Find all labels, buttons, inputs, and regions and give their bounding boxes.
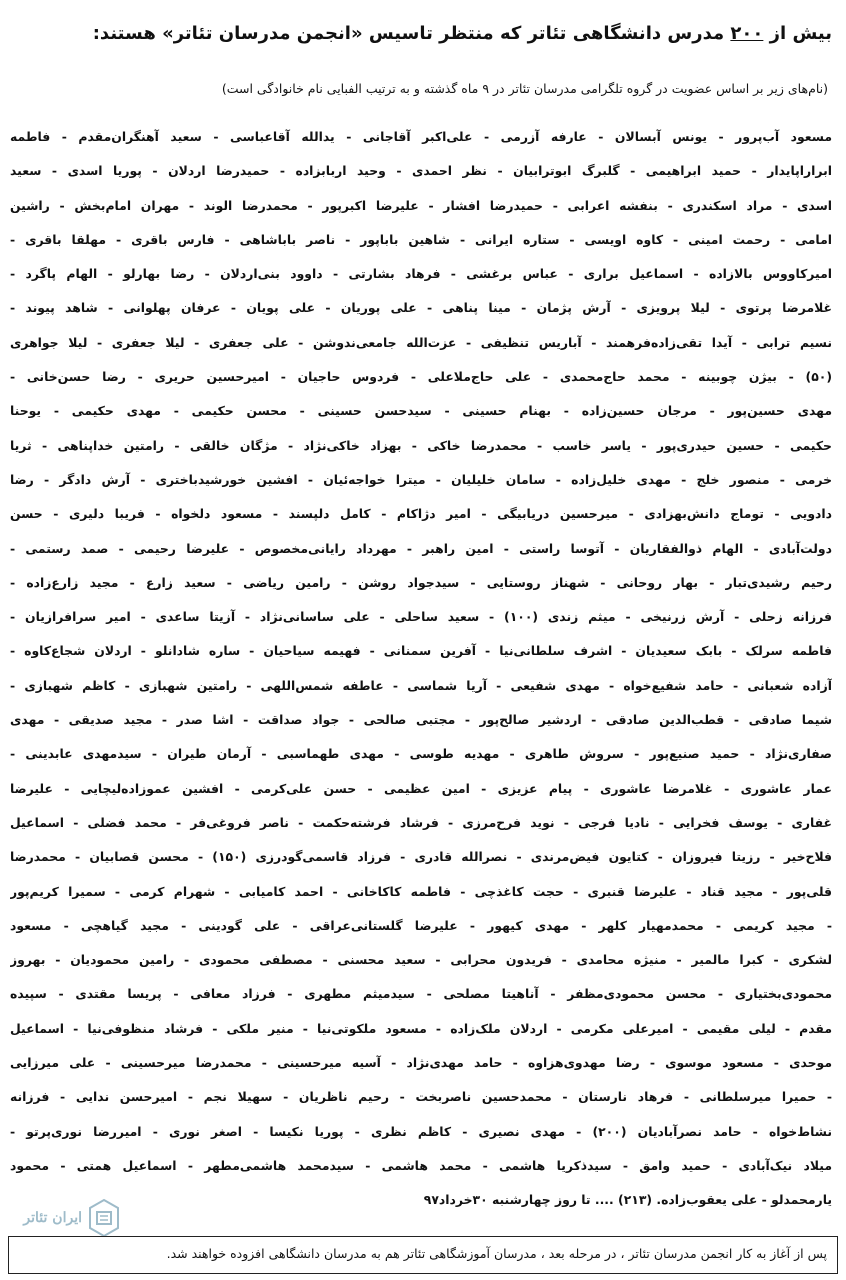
names-line: شیما صادقی - قطب‌الدین صادقی - اردشیر صالح‌پور - مجتبی صالحی - جواد صداقت - اشا صدر - مجید صدیقی - مهدی [10, 712, 832, 728]
names-line: موحدی - مسعود موسوی - رضا مهدوی‌هزاوه - حامد مهدی‌نژاد - آسیه میرحسینی - محمدرضا میرحسینی - علی میرزایی [10, 1055, 832, 1071]
names-list [10, 120, 832, 1218]
names-line: لشکری - کبرا مالمیر - منیژه محامدی - فریدون محرابی - سعید محسنی - مصطفی محمودی - رامین محمودیان - بهروز [10, 952, 832, 968]
page-title [14, 20, 832, 48]
names-line: میلاد نیک‌آبادی - حمید وامق - سیدذکریا هاشمی - محمد هاشمی - سیدمحمد هاشمی‌مطهر - اسماعیل همتی - محمود [10, 1157, 832, 1173]
names-line: دولت‌آبادی - الهام ذوالفقاریان - آتوسا راستی - امین راهبر - مهرداد رایانی‌مخصوص - علیرضا رحیمی - صمد رستمی - [10, 540, 832, 556]
watermark [10, 1196, 122, 1240]
names-line: (۵۰) - بیژن چوبینه - محمد حاج‌محمدی - علی حاج‌ملاعلی - فردوس حاجیان - امیرحسین حریری - رضا حسن‌خانی - [10, 369, 832, 385]
names-line: مسعود آب‌پرور - یونس آبسالان - عارفه آزرمی - علی‌اکبر آقاجانی - یدالله آقاعباسی - سعید آهنگران‌مقدم - فاطمه [10, 129, 832, 144]
names-line: فلاح‌خیر - رزیتا فیروزان - کتایون فیض‌مرندی - نصرالله قادری - فرزاد قاسمی‌گودرزی (۱۵۰) - محسن قصابیان - محمدرضا [10, 849, 832, 865]
names-line: خرمی - منصور خلج - مهدی خلیل‌زاده - سامان خلیلیان - میترا خواجه‌ئیان - افشین خورشیدباختری - آرش دادگر - رضا [10, 471, 832, 487]
names-line: آزاده شعبانی - حامد شفیع‌خواه - مهدی شفیعی - آریا شماسی - عاطفه شمس‌اللهی - رامتین شهبازی - کاظم شهبازی - [10, 677, 832, 693]
subtitle-note: (نام‌های زیر بر اساس عضویت در گروه تلگرامی مدرسان تئاتر در ۹ ماه گذشته و به ترتیب الفبایی نام خانوادگی است) [221, 81, 828, 96]
names-line: اسدی - مراد اسکندری - بنفشه اعرابی - حمیدرضا افشار - علیرضا اکبرپور - محمدرضا الوند - مهران امام‌بخش - راشین [10, 197, 832, 213]
names-line: نشاط‌خواه - حامد نصرآبادیان (۲۰۰) - مهدی نصیری - کاظم نظری - پوریا نکیسا - اصغر نوری - امیررضا نوری‌پرتو - [10, 1123, 832, 1139]
names-line: عمار عاشوری - غلامرضا عاشوری - پیام عزیزی - امین عظیمی - حسن علی‌کرمی - افشین عموزاده‌لیچایی - علیرضا [10, 780, 832, 796]
names-line: فاطمه سرلک - بابک سعیدیان - اشرف سلطانی‌نیا - آفرین سمنانی - فهیمه سیاحیان - ساره شادانلو - اردلان شجاع‌کاوه - [10, 643, 832, 659]
names-line: محمودی‌بختیاری - محسن محمودی‌مظفر - آناهیتا مصلحی - سیدمیثم مطهری - فرزاد معافی - پریسا مقتدی - سپیده [10, 986, 832, 1002]
names-line: مهدی حسین‌پور - مرجان حسین‌زاده - بهنام حسینی - سیدحسن حسینی - محسن حکیمی - مهدی حکیمی - یوحنا [10, 403, 832, 419]
names-line: ابراراپایدار - حمید ابراهیمی - گلبرگ ابوترابیان - نظر احمدی - وحید اربابزاده - حمیدرضا اردلان - پوریا اسدی - سعید [10, 163, 832, 179]
names-line: دادویی - توماج دانش‌بهزادی - میرحسین دریابیگی - امیر دژاکام - کامل دلپسند - مسعود دلخواه - فریبا دلیری - حسن [10, 506, 832, 522]
names-line: صفاری‌نژاد - حمید صنیع‌پور - سروش طاهری - مهدیه طوسی - مهدی طهماسبی - آرمان طیران - سیدمهدی عابدینی - [10, 746, 832, 762]
footer-note: پس از آغاز به کار انجمن مدرسان تئاتر ، در مرحله بعد ، مدرسان آموزشگاهی تئاتر هم به مدرسان دانشگاهی افزوده خواهند شد. [8, 1236, 838, 1274]
title-number: ۲۰۰ [730, 23, 764, 44]
names-line: مقدم - لیلی مقیمی - امیرعلی مکرمی - اردلان ملک‌زاده - مسعود ملکوتی‌نیا - منیر ملکی - فرشاد منظوفی‌نیا - اسماعیل [10, 1020, 832, 1036]
theater-logo-icon [86, 1198, 122, 1238]
names-line: حکیمی - حسین حیدری‌پور - یاسر خاسب - محمدرضا خاکی - بهزاد خاکی‌نژاد - مژگان خالقی - رامتین خداپناهی - ثریا [10, 437, 832, 453]
title-suffix: مدرس دانشگاهی تئاتر که منتظر تاسیس «انجمن مدرسان تئاتر» هستند: [92, 23, 725, 44]
names-line: نسیم ترابی - آیدا تقی‌زاده‌فرهمند - آباریس تنظیفی - عزت‌الله جامعی‌ندوشن - علی جعفری - لیلا جعفری - لیلا جواهری [10, 334, 832, 350]
watermark-text: ایران تئاتر [23, 1210, 82, 1226]
names-line: امیرکاووس بالازاده - اسماعیل براری - عباس برغشی - فرهاد بشارتی - داوود بنی‌اردلان - رضا بهارلو - الهام پاگرد - [10, 266, 832, 282]
title-prefix: بیش از [769, 23, 832, 44]
names-line: - حمیرا میرسلطانی - فرهاد نارستان - محمدحسین ناصربخت - رحیم ناظریان - سهیلا نجم - امیرحسن ندایی - فرزانه [10, 1089, 832, 1105]
names-line: امامی - رحمت امینی - کاوه اویسی - ستاره ایرانی - شاهین باباپور - ناصر باباشاهی - فارس باقری - مهلقا باقری - [10, 231, 832, 247]
names-line: یارمحمدلو - علی یعقوب‌زاده. (۲۱۳) .... تا روز چهارشنبه ۳۰خرداد۹۷ [423, 1192, 832, 1208]
names-line: - مجید کریمی - محمدمهیار کلهر - مهدی کیهور - علیرضا گلستانی‌عراقی - علی گودینی - مجید گیاهچی - مسعود [10, 917, 832, 933]
names-line: رحیم رشیدی‌تبار - بهار روحانی - شهناز روستایی - سیدجواد روشن - رامین ریاضی - سعید زارع - مجید زارع‌زاده - [10, 574, 832, 590]
names-line: غلامرضا پرتوی - لیلا پرویزی - آرش پژمان - مینا پناهی - علی پوریان - علی پویان - عرفان پهلوانی - شاهد پیوند - [10, 300, 832, 316]
names-line: غفاری - یوسف فخرایی - نادیا فرجی - نوید فرح‌مرزی - فرشاد فرشته‌حکمت - ناصر فروغی‌فر - محمد فضلی - اسماعیل [10, 814, 832, 830]
names-line: قلی‌پور - مجید قناد - علیرضا قنبری - حجت کاغذچی - فاطمه کاکاخانی - احمد کامیابی - شهرام کرمی - سمیرا کریم‌پور [10, 883, 832, 899]
names-line: فرزانه زحلی - آرش زرنیخی - میثم زندی (۱۰۰) - سعید ساحلی - علی ساسانی‌نژاد - آزیتا ساعدی - امیر سرافرازیان - [10, 609, 832, 625]
